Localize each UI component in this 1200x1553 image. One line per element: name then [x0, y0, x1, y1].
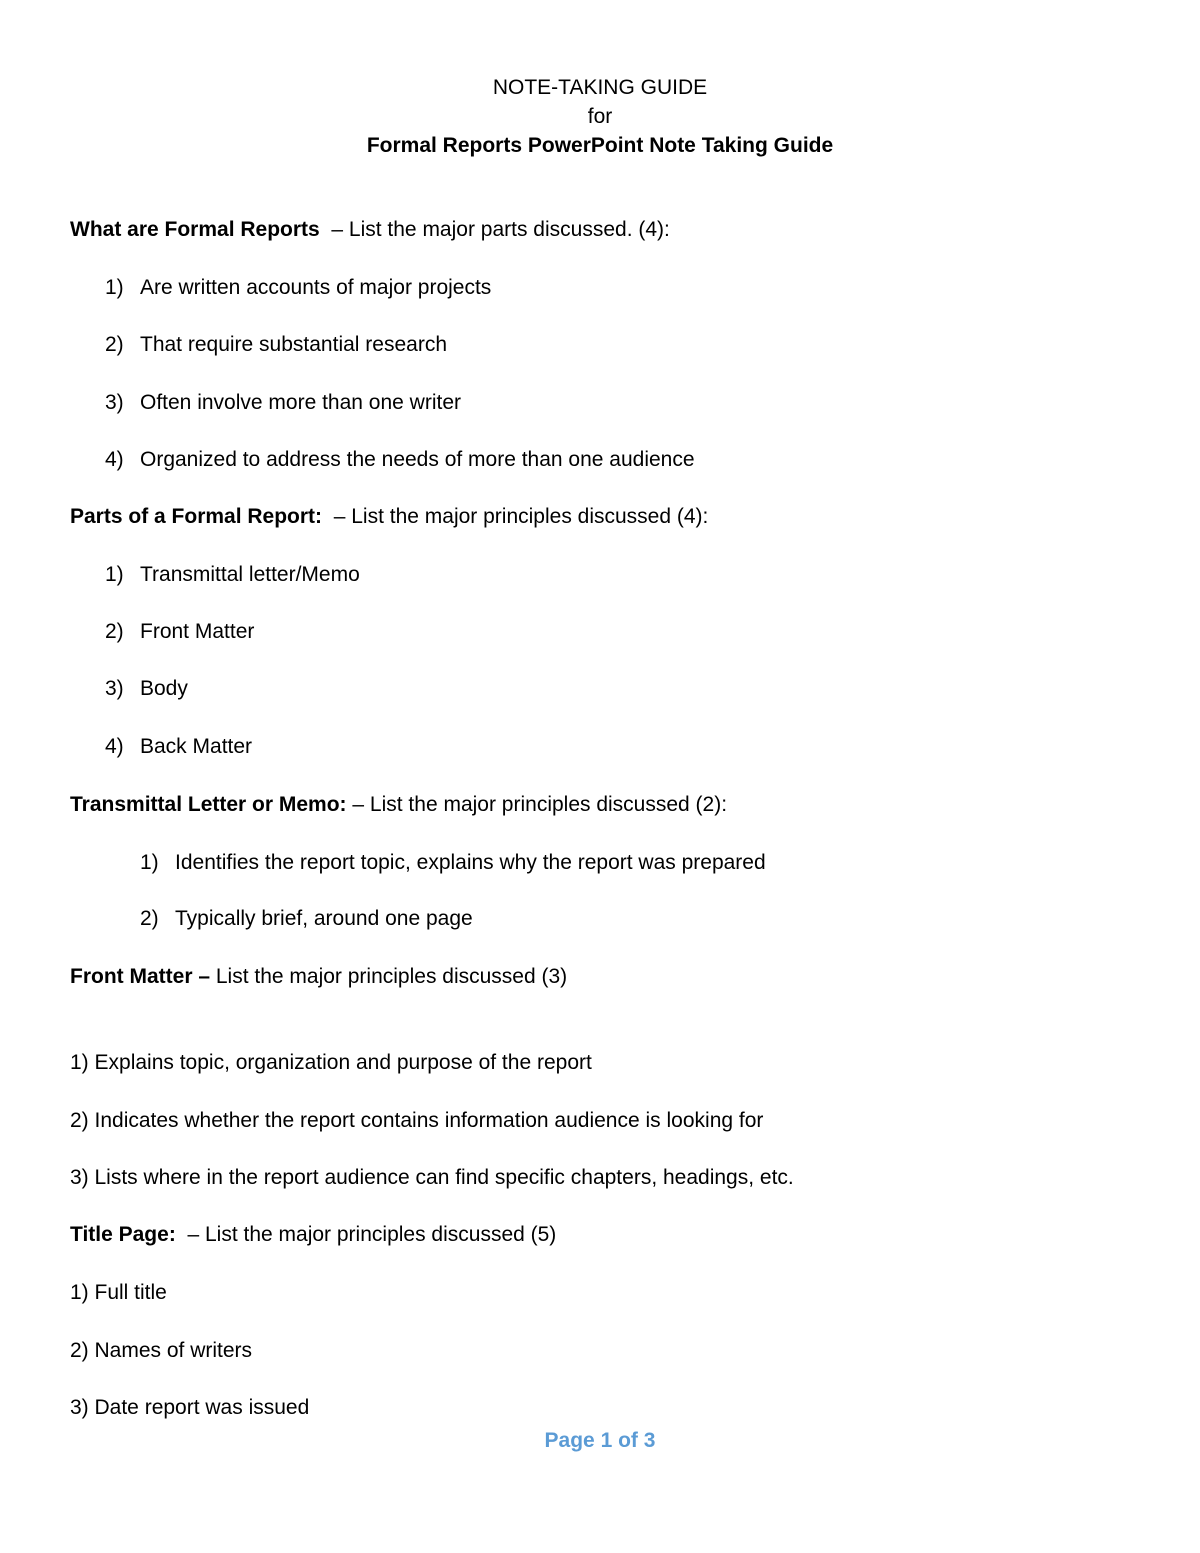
list-item [105, 734, 252, 760]
section-heading-label: What are Formal Reports [70, 218, 320, 241]
list-item-number: 2) [105, 333, 124, 356]
section-heading-label: Transmittal Letter or Memo: [70, 793, 347, 816]
list-item-number: 1) [105, 563, 124, 586]
list-item-text: Identifies the report topic, explains why the report was prepared [175, 851, 766, 874]
list-item [105, 390, 461, 416]
list-item-number: 1) [105, 276, 124, 299]
list-item [140, 850, 766, 876]
list-item: 3) Date report was issued [70, 1396, 310, 1419]
list-item-text: Are written accounts of major projects [140, 276, 492, 299]
section-heading-front-matter [70, 964, 567, 990]
section-heading-transmittal-letter [70, 792, 727, 818]
list-item-text: Front Matter [140, 620, 255, 643]
list-item-number: 4) [105, 735, 124, 758]
list-item-number: 2) [140, 907, 159, 930]
list-item-text: Back Matter [140, 735, 253, 758]
list-item-number: 4) [105, 448, 124, 471]
section-heading-title-page [70, 1222, 556, 1248]
list-item: 3) Lists where in the report audience can find specific chapters, headings, etc. [70, 1166, 794, 1189]
section-heading-what-are-formal-reports [70, 217, 670, 243]
list-item: 2) Names of writers [70, 1339, 253, 1362]
section-heading-instruction: – List the major principles discussed (2): [346, 793, 728, 816]
section-heading-instruction: – List the major principles discussed (4): [322, 505, 709, 528]
list-item [105, 562, 360, 588]
list-item-text: Organized to address the needs of more than one audience [140, 448, 695, 471]
section-heading-label: Front Matter – [70, 965, 211, 988]
section-heading-label: Parts of a Formal Report: [70, 505, 323, 528]
doc-title: NOTE-TAKING GUIDE [492, 76, 708, 99]
page-number-footer: Page 1 of 3 [544, 1429, 656, 1452]
list-item-number: 1) [140, 851, 159, 874]
section-heading-instruction: – List the major principles discussed (5) [175, 1223, 557, 1246]
list-item-text: Transmittal letter/Memo [140, 563, 360, 586]
section-heading-instruction: List the major principles discussed (3) [210, 965, 568, 988]
list-item: 2) Indicates whether the report contains information audience is looking for [70, 1109, 764, 1132]
list-item: 1) Explains topic, organization and purpose of the report [70, 1051, 592, 1074]
list-item [105, 619, 254, 645]
list-item-text: That require substantial research [140, 333, 447, 356]
list-item-text: Body [140, 677, 188, 700]
list-item [140, 906, 473, 932]
list-item-text: Often involve more than one writer [140, 391, 461, 414]
list-item-number: 2) [105, 620, 124, 643]
list-item-number: 3) [105, 677, 124, 700]
list-item [105, 676, 188, 702]
section-heading-label: Title Page: [70, 1223, 176, 1246]
doc-title-connector: for [587, 105, 613, 128]
list-item [105, 447, 695, 473]
list-item-text: Typically brief, around one page [175, 907, 473, 930]
title-block [0, 73, 1200, 160]
list-item: 1) Full title [70, 1281, 167, 1304]
section-heading-parts-of-formal-report [70, 504, 708, 530]
doc-subtitle: Formal Reports PowerPoint Note Taking Guide [366, 134, 834, 157]
list-item [105, 332, 447, 358]
list-item [105, 275, 491, 301]
section-heading-instruction: – List the major parts discussed. (4): [319, 218, 670, 241]
list-item-number: 3) [105, 391, 124, 414]
